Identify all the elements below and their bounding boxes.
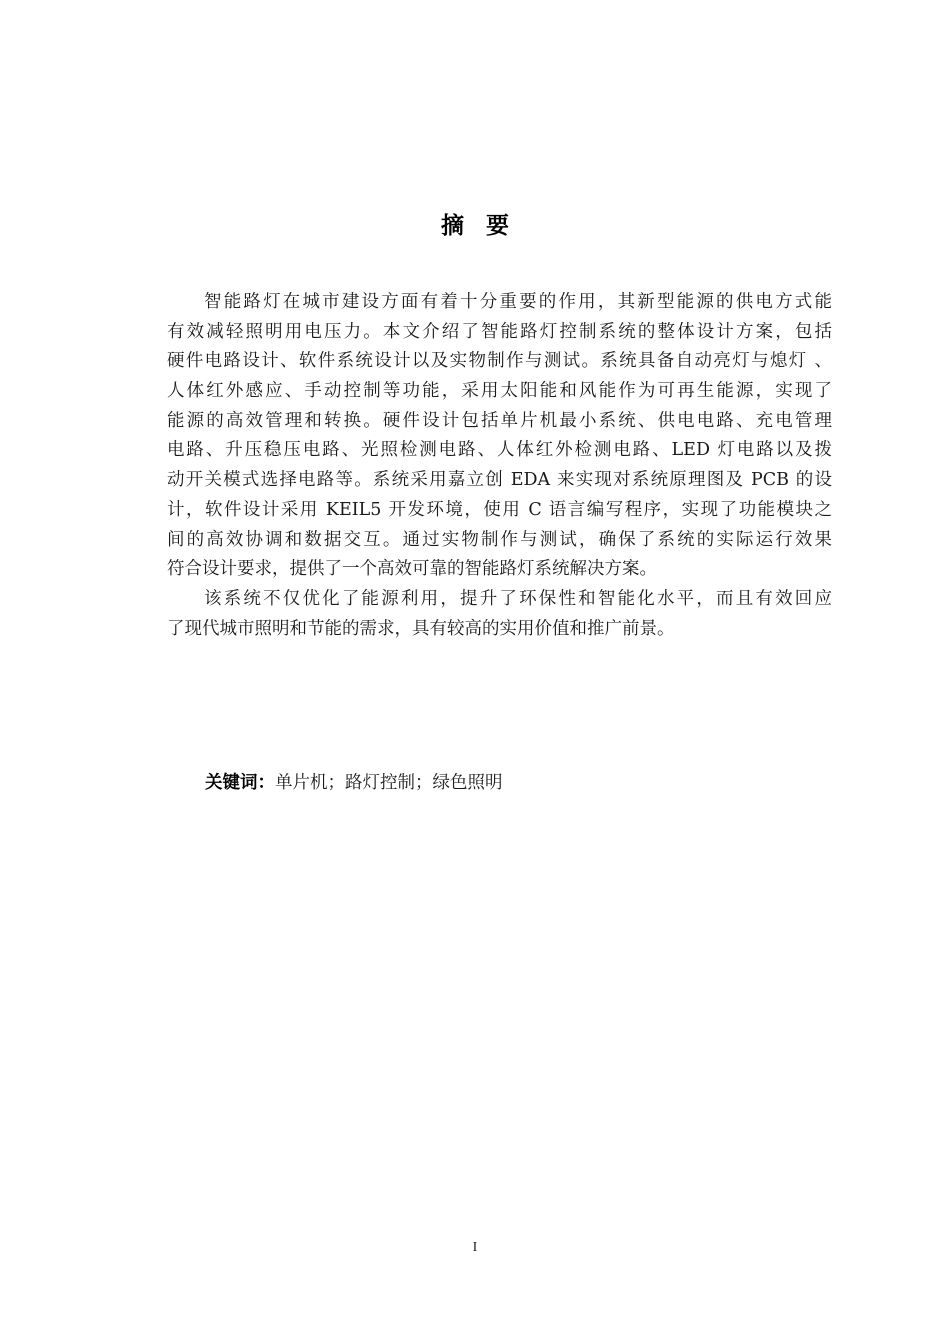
abstract-paragraph-1 <box>167 288 832 585</box>
abstract-title <box>0 210 950 242</box>
text-line: 能源的高效管理和转换。硬件设计包括单片机最小系统、供电电路、充电管理 <box>167 410 832 431</box>
text-line: 了现代城市照明和节能的需求，具有较高的实用价值和推广前景。 <box>167 618 675 639</box>
text-line: 电路、升压稳压电路、光照检测电路、人体红外检测电路、LED 灯电路以及拨 <box>167 440 832 461</box>
abstract-paragraph-2 <box>167 585 832 644</box>
text-line: 符合设计要求，提供了一个高效可靠的智能路灯系统解决方案。 <box>167 559 657 580</box>
text-line: 间的高效协调和数据交互。通过实物制作与测试，确保了系统的实际运行效果 <box>167 529 832 550</box>
text-line: 有效减轻照明用电压力。本文介绍了智能路灯控制系统的整体设计方案，包括 <box>167 321 832 342</box>
text-line: 人体红外感应、手动控制等功能，采用太阳能和风能作为可再生能源，实现了 <box>167 381 832 402</box>
keywords <box>205 769 503 797</box>
text-line: 动开关模式选择电路等。系统采用嘉立创 EDA 来实现对系统原理图及 PCB 的设 <box>167 470 832 491</box>
text-line: 该系统不仅优化了能源利用，提升了环保性和智能化水平，而且有效回应 <box>204 588 832 609</box>
abstract-body <box>167 288 832 644</box>
keywords-value: 单片机；路灯控制；绿色照明 <box>275 773 503 793</box>
text-line: 硬件电路设计、软件系统设计以及实物制作与测试。系统具备自动亮灯与熄灯 、 <box>167 351 832 372</box>
text-line: 智能路灯在城市建设方面有着十分重要的作用，其新型能源的供电方式能 <box>204 292 832 312</box>
page-number: I <box>472 1240 478 1255</box>
title-char-2: 要 <box>486 213 509 239</box>
text-line: 计，软件设计采用 KEIL5 开发环境，使用 C 语言编写程序，实现了功能模块之 <box>167 499 832 520</box>
keywords-label: 关键词： <box>205 773 275 793</box>
title-char-1: 摘 <box>441 213 464 239</box>
